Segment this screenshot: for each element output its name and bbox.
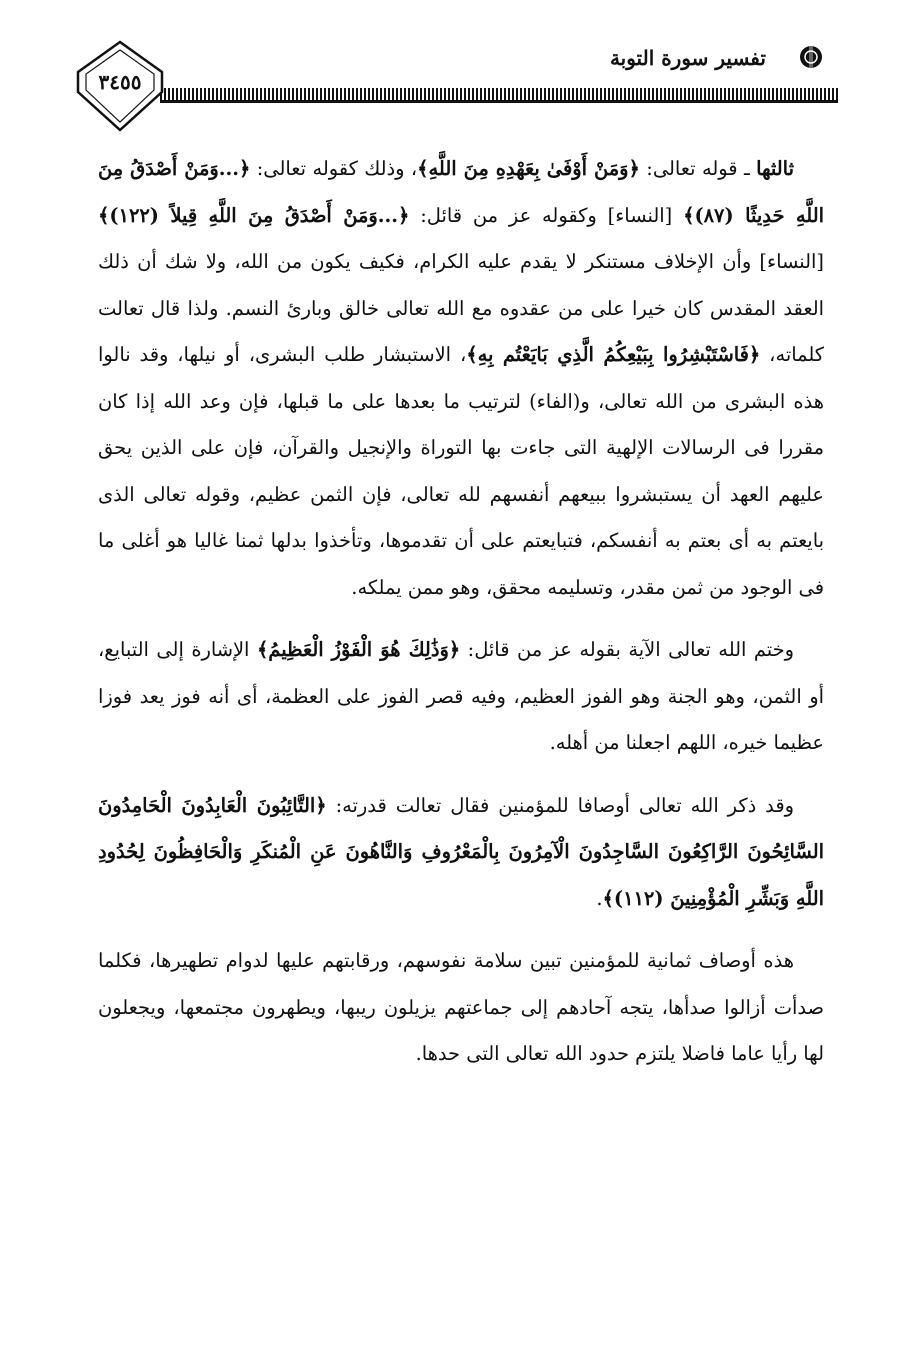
quran-verse: ﴿...وَمَنْ أَصْدَقُ مِنَ اللَّهِ قِيلاً (١٢٢)﴾ [98, 203, 410, 227]
quran-verse: ﴿فَاسْتَبْشِرُوا بِبَيْعِكُمُ الَّذِي بَايَعْتُم بِهِ﴾ [466, 343, 761, 366]
quran-verse: ﴿وَذَٰلِكَ هُوَ الْفَوْزُ الْعَظِيمُ﴾ [256, 638, 461, 661]
paragraph-lead-word: ثالثها [756, 157, 794, 180]
tafsir-body [98, 146, 824, 1078]
text-run: [النساء] وكقوله عز من قائل: [409, 203, 684, 227]
text-run: ، الاستبشار طلب البشرى، أو نيلها، وقد نالوا هذه البشرى من الله تعالى، و(الفاء) لترتيب ما بعدها على ما قبلها، فإن وعد الله إذا كان مقررا فى الرسالات الإلهية التى جاءت بها التوراة والإنجيل والقرآن، فإن على الذين يحق عليهم العهد أن يستبشروا ببيعهم أنفسهم لله تعالى، فإن الثمن عظيم، وقوله تعالى الذى بايعتم به أى بعتم به أنفسكم، فتبايعتم على أن تقدموها، وتأخذوا بدلها ثمنا غاليا هو أغلى ما فى الوجود من ثمن مقدر، وتسليمه محقق، وهو ممن يملكه. [98, 343, 824, 599]
paragraph-1 [98, 146, 824, 611]
text-run: [النساء] وأن الإخلاف مستنكر لا يقدم عليه الكرام، فكيف يكون من الله، ولا شك أن ذلك العقد المقدس كان خيرا على من عقدوه مع الله تعالى خالق وبارئ النسم. ولذا قال تعالت كلماته، [98, 250, 825, 366]
header-rule-hatched [160, 88, 838, 100]
page-number: ٣٤٥٥ [98, 70, 142, 94]
text-run: وقد ذكر الله تعالى أوصافا للمؤمنين فقال تعالت قدرته: [326, 793, 794, 817]
text-run: . [596, 886, 603, 910]
paragraph-3 [98, 783, 824, 923]
running-header-title: تفسير سورة التوبة [609, 46, 766, 70]
quran-verse: ﴿التَّائِبُونَ الْعَابِدُونَ الْحَامِدُونَ السَّائِحُونَ الرَّاكِعُونَ السَّاجِدُونَ الْآمِرُونَ بِالْمَعْرُوفِ وَالنَّاهُونَ عَنِ الْمُنكَرِ وَالْحَافِظُونَ لِحُدُودِ اللَّهِ وَبَشِّرِ الْمُؤْمِنِينَ (١١٢)﴾ [98, 793, 824, 910]
quran-verse: ﴿...وَمَنْ أَصْدَقُ مِنَ اللَّهِ حَدِيثًا (٨٧)﴾ [98, 157, 824, 227]
text-run: ، وذلك كقوله تعالى: [250, 157, 418, 180]
text-run: الإشارة إلى التبايع، أو الثمن، وهو الجنة وهو الفوز العظيم، وفيه قصر الفوز على العظمة، أى أنه فوز يعد فوزا عظيما خيره، اللهم اجعلنا من أهله. [98, 638, 824, 754]
quran-verse: ﴿وَمَنْ أَوْفَىٰ بِعَهْدِهِ مِنَ اللَّهِ﴾ [417, 157, 640, 180]
text-run: هذه أوصاف ثمانية للمؤمنين تبين سلامة نفوسهم، ورقابتهم عليها لدوام تطهيرها، فكلما صدأت أزالوا صدأها، يتجه آحادهم إلى جماعتهم يزيلون ريبها، ويطهرون مجتمعها، ويجعلون لها رأيا عاما فاضلا يلتزم حدود الله تعالى التى حدها. [98, 949, 824, 1065]
paragraph-2 [98, 627, 824, 767]
header-ornament-icon [798, 44, 824, 70]
text-run: ـ قوله تعالى: [639, 157, 757, 180]
text-run: وختم الله تعالى الآية بقوله عز من قائل: [460, 638, 795, 661]
header-rule-solid [160, 100, 838, 103]
paragraph-4 [98, 938, 824, 1078]
